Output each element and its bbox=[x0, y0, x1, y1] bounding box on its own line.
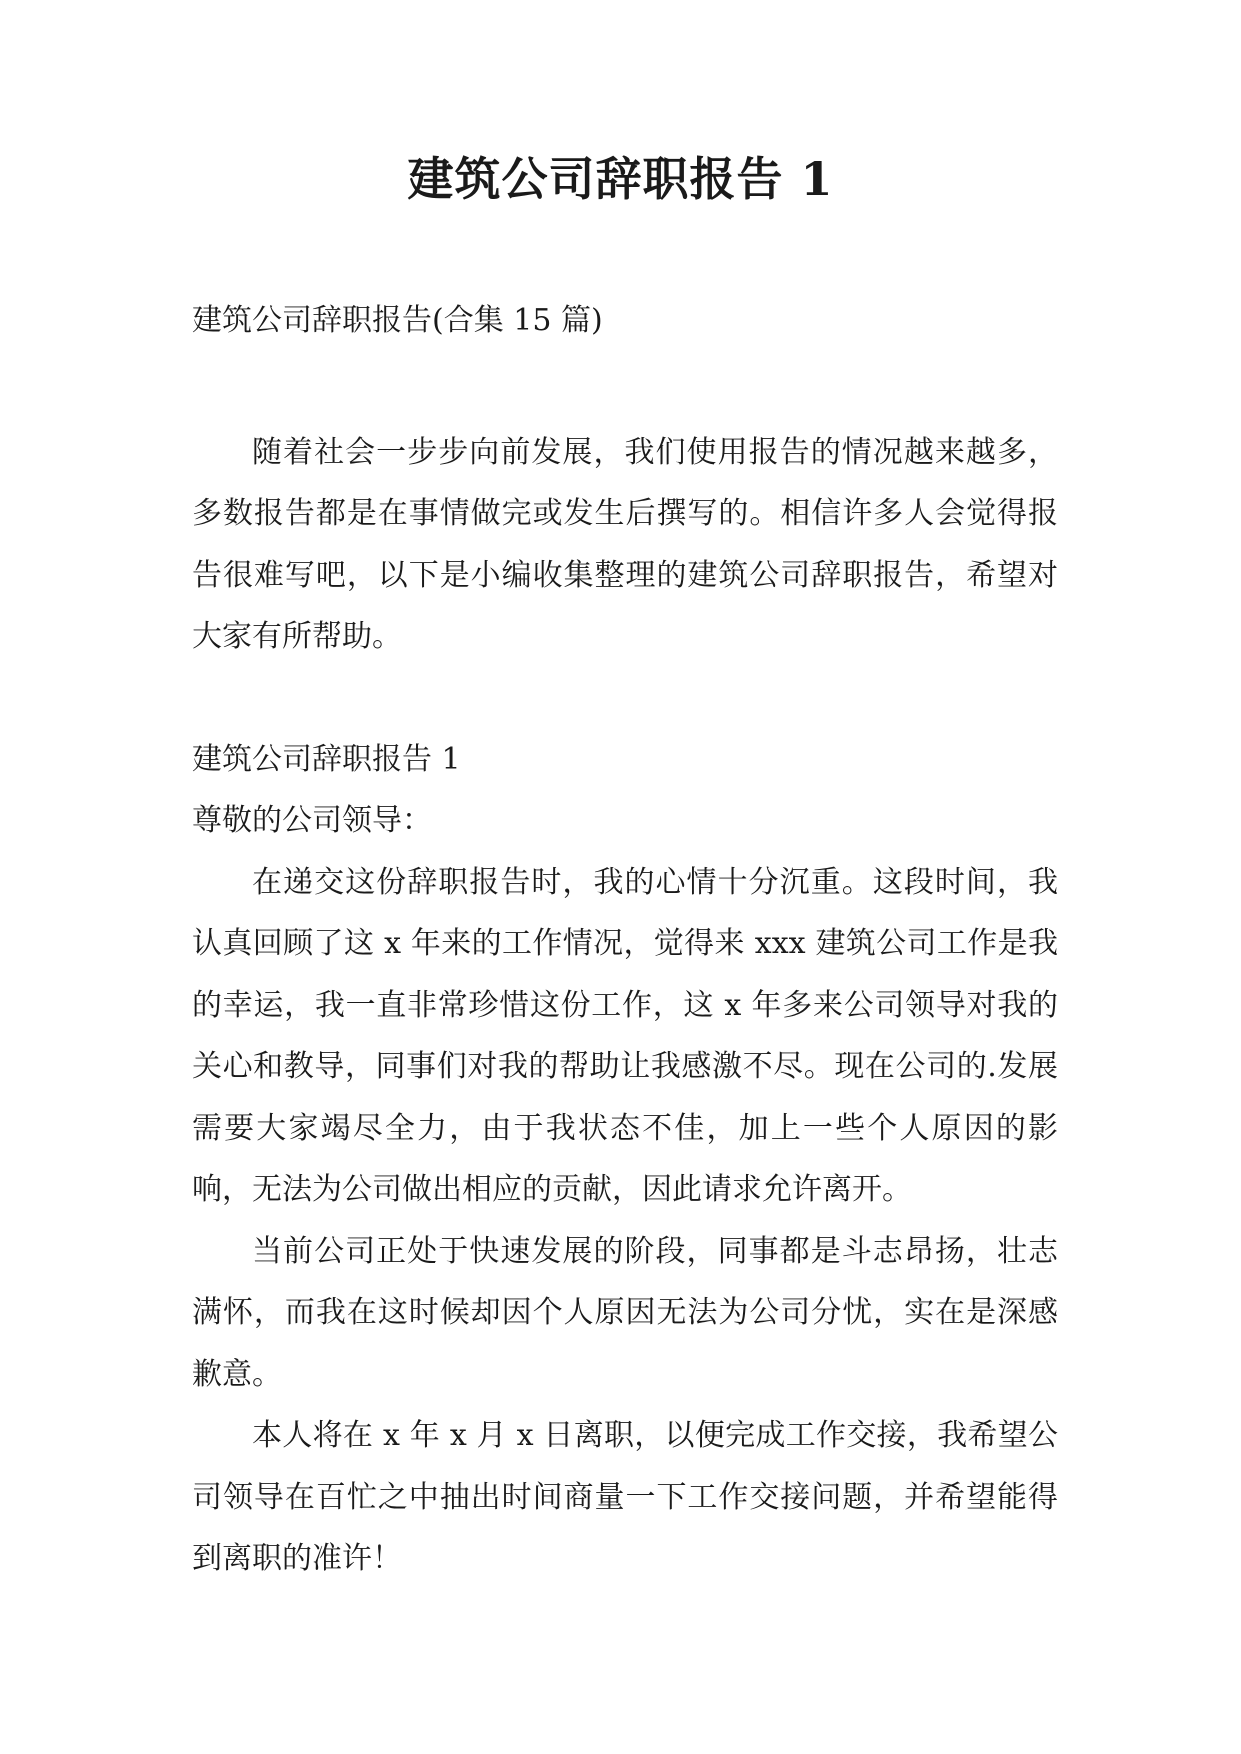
document-body bbox=[192, 290, 1058, 1590]
collection-subtitle: 建筑公司辞职报告(合集 15 篇) bbox=[192, 303, 603, 338]
body-paragraph: 本人将在 x 年 x 月 x 日离职，以便完成工作交接，我希望公司领导在百忙之中抽出时间商量一下工作交接问题，并希望能得到离职的准许！ bbox=[192, 1418, 1058, 1576]
document-title: 建筑公司辞职报告 1 bbox=[407, 152, 834, 206]
body-paragraph: 当前公司正处于快速发展的阶段，同事都是斗志昂扬，壮志满怀，而我在这时候却因个人原因无法为公司分忧，实在是深感歉意。 bbox=[192, 1233, 1058, 1392]
intro-paragraph: 随着社会一步步向前发展，我们使用报告的情况越来越多，多数报告都是在事情做完或发生后撰写的。相信许多人会觉得报告很难写吧，以下是小编收集整理的建筑公司辞职报告，希望对大家有所帮助。 bbox=[192, 434, 1058, 654]
section-heading: 建筑公司辞职报告 1 bbox=[192, 741, 461, 777]
body-paragraph: 在递交这份辞职报告时，我的心情十分沉重。这段时间，我认真回顾了这 x 年来的工作情况，觉得来 xxx 建筑公司工作是我的幸运，我一直非常珍惜这份工作，这 x 年多来公司领导对我的关心和教导，同事们对我的帮助让我感激不尽。现在公司的.发展需要大家竭尽全力，由于我状态不佳，加上一些个人原因的影响，无法为公司做出相应的贡献，因此请求允许离开。 bbox=[192, 864, 1058, 1207]
spacer bbox=[192, 352, 1058, 422]
salutation: 尊敬的公司领导： bbox=[192, 803, 432, 838]
spacer bbox=[192, 668, 1058, 729]
